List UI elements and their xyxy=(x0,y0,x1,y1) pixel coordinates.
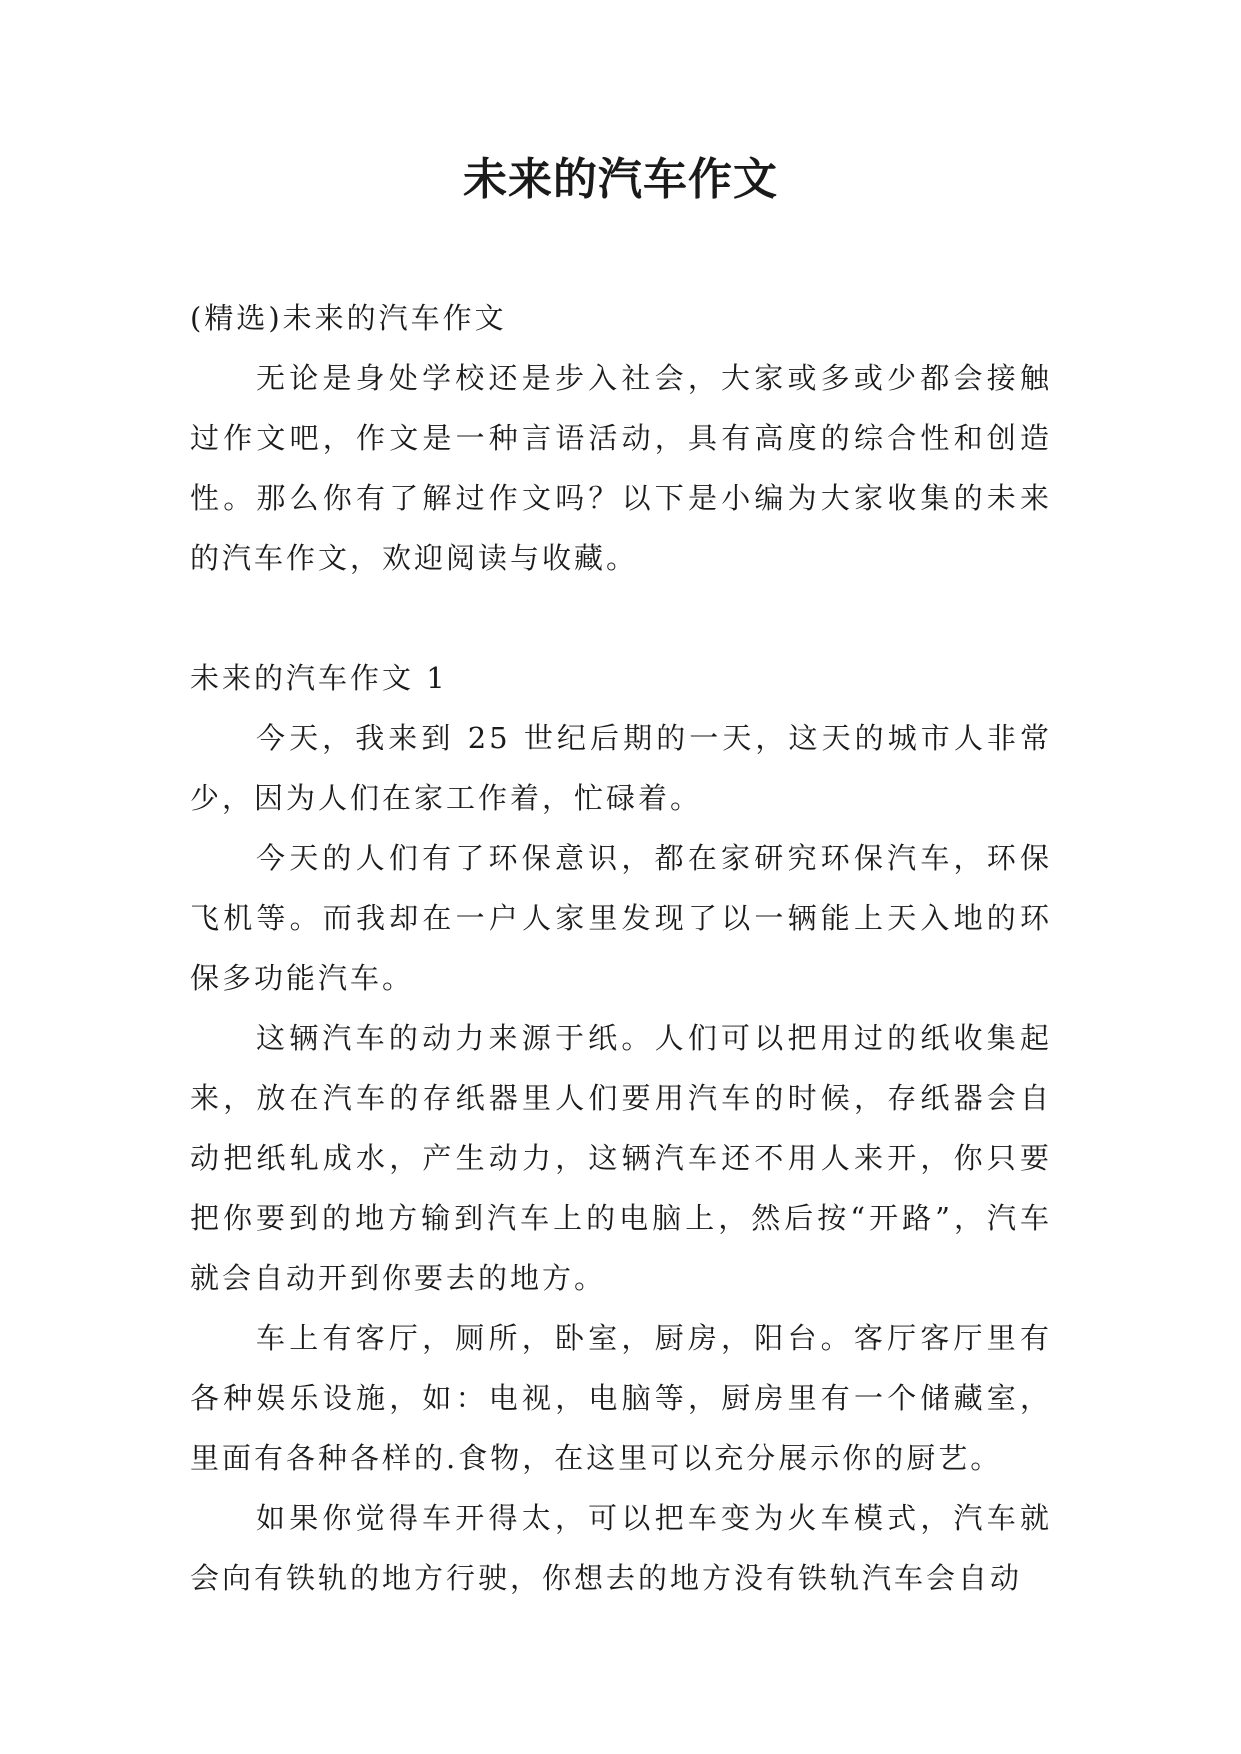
paragraph-gap xyxy=(190,588,1052,648)
body-paragraph: 车上有客厅，厕所，卧室，厨房，阳台。客厅客厅里有各种娱乐设施，如：电视，电脑等，厨房里有一个储藏室，里面有各种各样的.食物，在这里可以充分展示你的厨艺。 xyxy=(190,1321,1052,1475)
document-title: 未来的汽车作文 xyxy=(463,154,778,205)
intro-paragraph: 无论是身处学校还是步入社会，大家或多或少都会接触过作文吧，作文是一种言语活动，具有高度的综合性和创造性。那么你有了解过作文吗？以下是小编为大家收集的未来的汽车作文，欢迎阅读与收藏。 xyxy=(190,361,1052,575)
body-paragraph: 今天的人们有了环保意识，都在家研究环保汽车，环保飞机等。而我却在一户人家里发现了以一辆能上天入地的环保多功能汽车。 xyxy=(190,841,1052,995)
document-subtitle: (精选)未来的汽车作文 xyxy=(190,301,507,335)
body-paragraph: 今天，我来到 25 世纪后期的一天，这天的城市人非常少，因为人们在家工作着，忙碌着。 xyxy=(190,721,1052,815)
section-heading: 未来的汽车作文 1 xyxy=(190,661,448,695)
body-paragraph: 如果你觉得车开得太，可以把车变为火车模式，汽车就会向有铁轨的地方行驶，你想去的地方没有铁轨汽车会自动 xyxy=(190,1501,1052,1595)
document-body xyxy=(190,288,1052,1608)
body-paragraph: 这辆汽车的动力来源于纸。人们可以把用过的纸收集起来，放在汽车的存纸器里人们要用汽车的时候，存纸器会自动把纸轧成水，产生动力，这辆汽车还不用人来开，你只要把你要到的地方输到汽车上的电脑上，然后按“开路”，汽车就会自动开到你要去的地方。 xyxy=(190,1021,1052,1295)
